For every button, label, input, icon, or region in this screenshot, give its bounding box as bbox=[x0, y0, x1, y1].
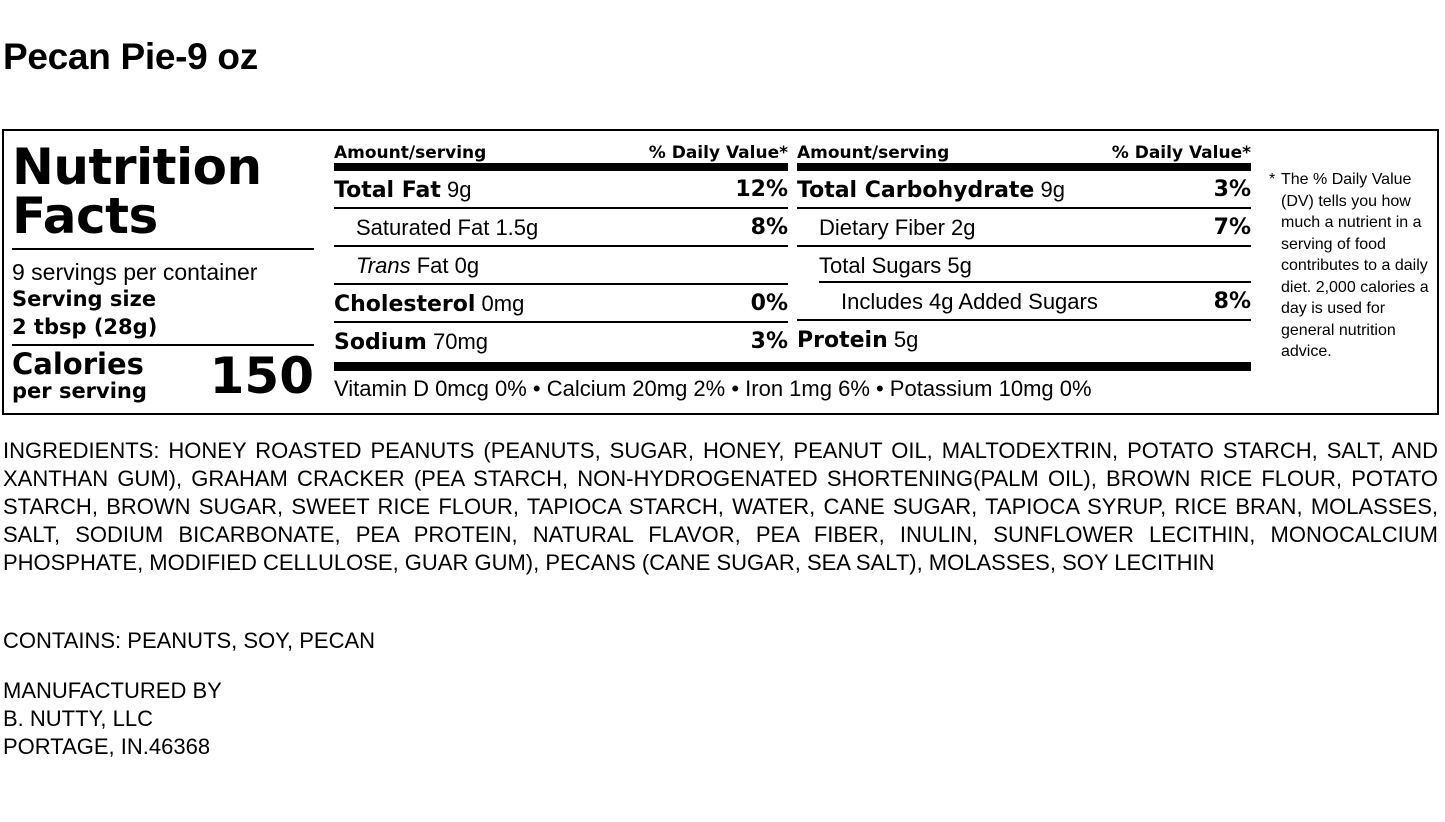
nutrient-row-added-sugars bbox=[797, 283, 1251, 321]
nutrient-name-italic: Trans bbox=[356, 253, 411, 278]
ingredients-text: INGREDIENTS: HONEY ROASTED PEANUTS (PEANUTS, SUGAR, HONEY, PEANUT OIL, MALTODEXTRIN, POTATO STARCH, SALT, AND XANTHAN GUM), GRAHAM CRACKER (PEA STARCH, NON-HYDROGENATED SHORTENING(PALM OIL), BROWN RICE FLOUR, POTATO STARCH, BROWN SUGAR, SWEET RICE FLOUR, TAPIOCA STARCH, WATER, CANE SUGAR, TAPIOCA SYRUP, RICE BRAN, MOLASSES, SALT, SODIUM BICARBONATE, PEA PROTEIN, NATURAL FLAVOR, PEA FIBER, INULIN, SUNFLOWER LECITHIN, MONOCALCIUM PHOSPHATE, MODIFIED CELLULOSE, GUAR GUM), PECANS (CANE SUGAR, SEA SALT), MOLASSES, SOY LECITHIN bbox=[3, 438, 1438, 575]
column-header bbox=[797, 141, 1251, 163]
nutrient-name: Sodium bbox=[334, 330, 427, 355]
nutrient-name: Saturated Fat bbox=[356, 215, 490, 240]
nutrient-dv: 8% bbox=[750, 215, 788, 240]
nutrient-name: Fat bbox=[416, 253, 449, 278]
nutrient-dv: 0% bbox=[750, 291, 788, 316]
nutrient-amount: 9g bbox=[447, 177, 472, 202]
column-header bbox=[334, 141, 788, 163]
nutrient-name: Total Sugars bbox=[819, 253, 942, 278]
nutrient-name: Includes 4g Added Sugars bbox=[841, 289, 1098, 314]
nutrient-amount: 5g bbox=[893, 327, 919, 352]
thick-divider bbox=[334, 163, 788, 171]
allergen-statement: CONTAINS: PEANUTS, SOY, PECAN bbox=[3, 628, 376, 653]
footnote-text: The % Daily Value (DV) tells you how much a nutrient in a serving of food contributes to a daily diet. 2,000 calories a day is used for general nutrition advice. bbox=[1281, 171, 1429, 360]
daily-value-header: % Daily Value* bbox=[648, 143, 788, 163]
servings-per-container: 9 servings per container bbox=[12, 259, 258, 285]
thick-divider bbox=[334, 362, 1251, 371]
daily-value-header: % Daily Value* bbox=[1111, 143, 1251, 163]
manufacturer-line-1: MANUFACTURED BY bbox=[3, 678, 222, 703]
nutrient-row-saturated-fat bbox=[334, 209, 788, 247]
nutrient-amount: 1.5g bbox=[495, 215, 539, 240]
nutrient-name: Cholesterol bbox=[334, 292, 476, 317]
heading-line-1: Nutrition bbox=[12, 138, 262, 196]
serving-size-label: Serving size bbox=[12, 287, 157, 311]
nutrient-row-protein bbox=[797, 321, 1251, 357]
nutrient-dv: 12% bbox=[735, 177, 788, 202]
nutrition-facts-heading bbox=[12, 138, 314, 245]
amount-per-serving-header: Amount/serving bbox=[334, 143, 487, 163]
nutrient-dv: 8% bbox=[1213, 289, 1251, 314]
nutrient-row-sodium bbox=[334, 323, 788, 359]
nutrient-dv: 3% bbox=[1213, 177, 1251, 202]
product-title: Pecan Pie-9 oz bbox=[3, 36, 258, 77]
nutrition-summary bbox=[12, 138, 314, 405]
nutrient-amount: 9g bbox=[1040, 177, 1065, 202]
manufacturer-name: B. NUTTY, LLC bbox=[3, 706, 153, 731]
calories-sub-label: per serving bbox=[12, 379, 147, 403]
nutrient-row-total-fat bbox=[334, 171, 788, 209]
footnote-asterisk: * bbox=[1269, 171, 1276, 188]
divider bbox=[12, 248, 314, 250]
nutrient-column-left bbox=[334, 141, 788, 359]
nutrient-row-total-carbohydrate bbox=[797, 171, 1251, 209]
vitamins-minerals-line: Vitamin D 0mcg 0% • Calcium 20mg 2% • Iron 1mg 6% • Potassium 10mg 0% bbox=[334, 376, 1092, 401]
nutrient-amount: 70mg bbox=[432, 329, 489, 354]
nutrient-column-right bbox=[797, 141, 1251, 357]
daily-value-footnote bbox=[1269, 169, 1439, 363]
nutrient-row-dietary-fiber bbox=[797, 209, 1251, 247]
nutrient-dv: 3% bbox=[750, 329, 788, 354]
nutrient-name: Total Fat bbox=[334, 178, 441, 203]
nutrient-amount: 0mg bbox=[481, 291, 525, 316]
nutrient-amount: 2g bbox=[951, 215, 976, 240]
calories-label: Calories bbox=[12, 347, 144, 381]
calories-value: 150 bbox=[209, 347, 314, 405]
serving-size-value: 2 tbsp (28g) bbox=[12, 315, 158, 339]
nutrient-name: Protein bbox=[797, 328, 888, 353]
calories-row bbox=[12, 346, 314, 404]
thick-divider bbox=[797, 163, 1251, 171]
nutrient-name: Dietary Fiber bbox=[819, 215, 945, 240]
nutrient-name: Total Carbohydrate bbox=[797, 178, 1035, 203]
nutrient-amount: 0g bbox=[454, 253, 480, 278]
manufacturer-info bbox=[3, 677, 222, 761]
nutrient-dv: 7% bbox=[1213, 215, 1251, 240]
nutrient-amount: 5g bbox=[947, 253, 972, 278]
manufacturer-address: PORTAGE, IN.46368 bbox=[3, 734, 211, 759]
nutrient-row-cholesterol bbox=[334, 285, 788, 323]
nutrient-row-total-sugars bbox=[797, 247, 1251, 283]
heading-line-2: Facts bbox=[12, 187, 158, 245]
nutrition-facts-label bbox=[2, 129, 1439, 415]
amount-per-serving-header: Amount/serving bbox=[797, 143, 950, 163]
nutrient-row-trans-fat bbox=[334, 247, 788, 285]
